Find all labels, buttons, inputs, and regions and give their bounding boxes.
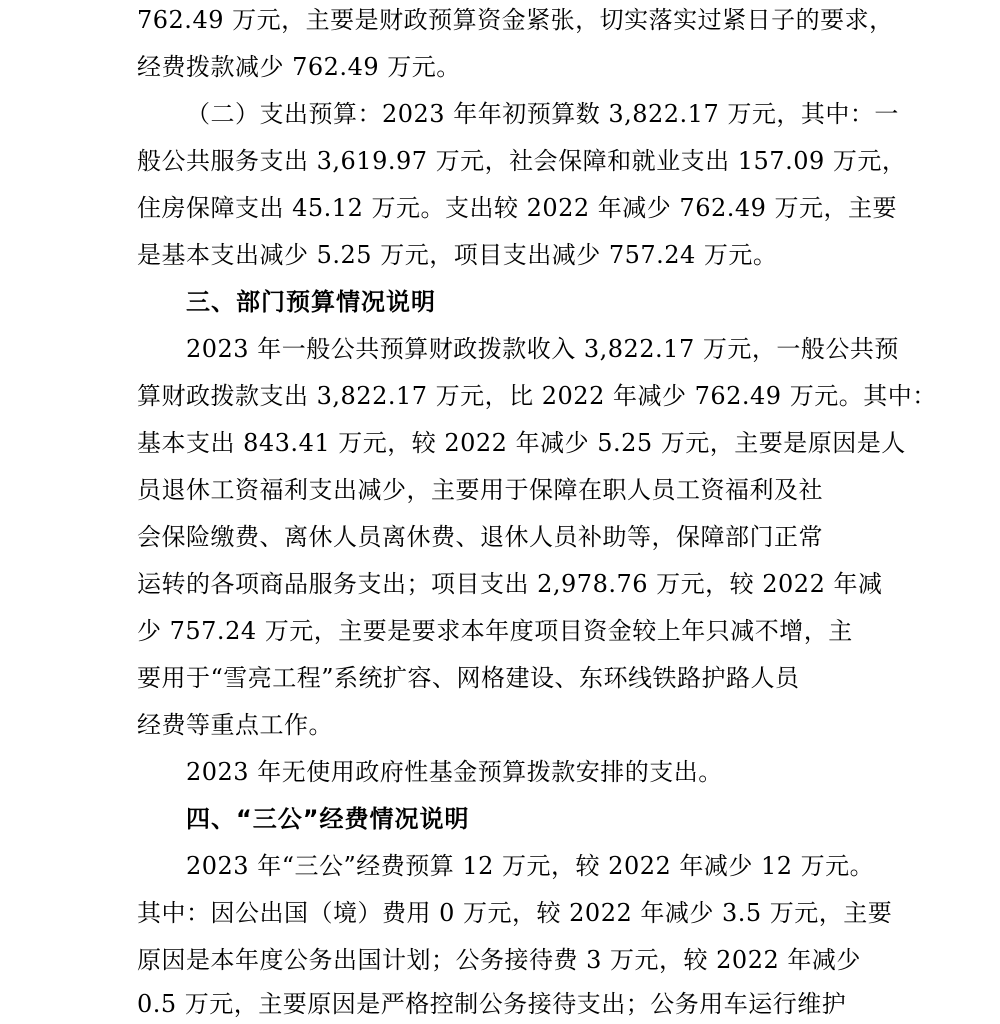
section-heading: 四、“三公”经费情况说明 xyxy=(186,805,470,833)
body-text-line: 少 757.24 万元，主要是要求本年度项目资金较上年只减不增，主 xyxy=(137,617,853,645)
body-text-line: 员退休工资福利支出减少，主要用于保障在职人员工资福利及社 xyxy=(137,476,823,504)
paragraph-start: 2023 年无使用政府性基金预算拨款安排的支出。 xyxy=(186,758,723,786)
body-text-line: 原因是本年度公务出国计划；公务接待费 3 万元，较 2022 年减少 xyxy=(137,946,861,974)
body-text-line: 算财政拨款支出 3,822.17 万元，比 2022 年减少 762.49 万元。其中： xyxy=(137,382,937,410)
body-text-line: 是基本支出减少 5.25 万元，项目支出减少 757.24 万元。 xyxy=(137,241,778,269)
body-text-line: 基本支出 843.41 万元，较 2022 年减少 5.25 万元，主要是原因是人 xyxy=(137,429,906,457)
body-text-line: 762.49 万元，主要是财政预算资金紧张，切实落实过紧日子的要求， xyxy=(137,6,894,34)
paragraph-start: 2023 年一般公共预算财政拨款收入 3,822.17 万元，一般公共预 xyxy=(186,335,899,363)
body-text-line: 要用于“雪亮工程”系统扩容、网格建设、东环线铁路护路人员 xyxy=(137,664,800,692)
body-text-line: 般公共服务支出 3,619.97 万元，社会保障和就业支出 157.09 万元， xyxy=(137,147,907,175)
body-text-line: 运转的各项商品服务支出；项目支出 2,978.76 万元，较 2022 年减 xyxy=(137,570,883,598)
body-text-line: 其中：因公出国（境）费用 0 万元，较 2022 年减少 3.5 万元，主要 xyxy=(137,899,893,927)
paragraph-start: 2023 年“三公”经费预算 12 万元，较 2022 年减少 12 万元。 xyxy=(186,852,875,880)
body-text-line: 会保险缴费、离休人员离休费、退休人员补助等，保障部门正常 xyxy=(137,523,823,551)
body-text-line: 经费等重点工作。 xyxy=(137,711,333,739)
body-text-line: 经费拨款减少 762.49 万元。 xyxy=(137,53,461,81)
body-text-line: 住房保障支出 45.12 万元。支出较 2022 年减少 762.49 万元，主要 xyxy=(137,194,898,222)
section-heading: 三、部门预算情况说明 xyxy=(186,288,436,316)
subsection-paragraph-start: （二）支出预算：2023 年年初预算数 3,822.17 万元，其中：一 xyxy=(186,100,899,128)
body-text-line: 0.5 万元，主要原因是严格控制公务接待支出；公务用车运行维护 xyxy=(137,990,847,1018)
